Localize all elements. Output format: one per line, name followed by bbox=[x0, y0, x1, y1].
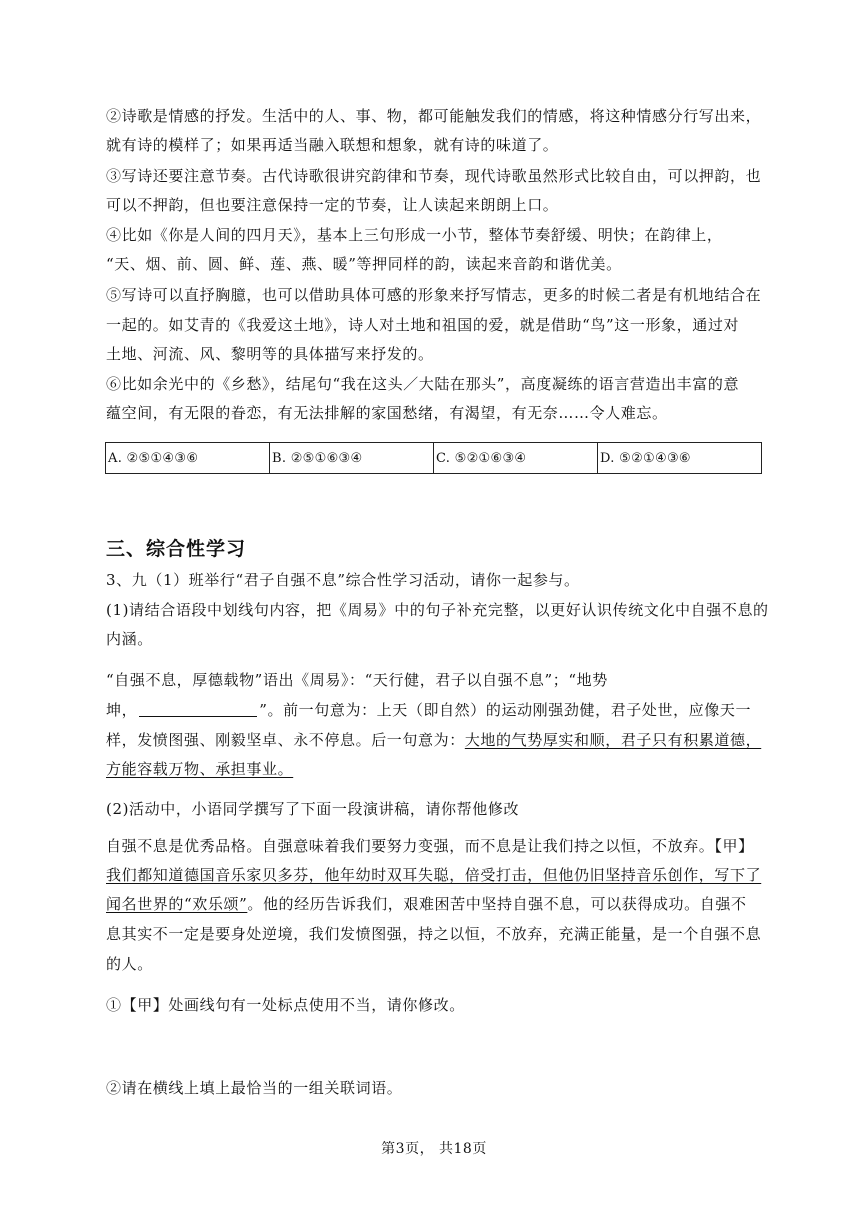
option-b[interactable]: B. ②⑤①⑥③④ bbox=[270, 443, 434, 473]
underlined-sentence: 闻名世界的“欢乐颂” bbox=[106, 895, 248, 913]
answer-options-table bbox=[105, 442, 762, 474]
speech-line: 自强不息是优秀品格。自强意味着我们要努力变强，而不息是让我们持之以恒，不放弃。【甲】 bbox=[106, 837, 754, 855]
quote-line bbox=[106, 730, 761, 750]
text-line: ②诗歌是情感的抒发。生活中的人、事、物，都可能触发我们的情感，将这种情感分行写出来， bbox=[106, 107, 762, 125]
text-line: 蕴空间，有无限的眷恋，有无法排解的家国愁绪，有渴望，有无奈……令人难忘。 bbox=[106, 404, 668, 422]
task-1: ①【甲】处画线句有一处标点使用不当，请你修改。 bbox=[106, 996, 465, 1014]
text-line: ④比如《你是人间的四月天》，基本上三句形成一小节，整体节奏舒缓、明快；在韵律上， bbox=[106, 226, 723, 244]
text-line: “天、烟、前、圆、鲜、莲、燕、暖”等押同样的韵，读起来音韵和谐优美。 bbox=[106, 255, 622, 273]
option-a[interactable]: A. ②⑤①④③⑥ bbox=[106, 443, 270, 473]
text-line: 就有诗的模样了；如果再适当融入联想和想象，就有诗的味道了。 bbox=[106, 136, 559, 154]
quote-line bbox=[106, 700, 751, 720]
text-line: 可以不押韵，但也要注意保持一定的节奏，让人读起来朗朗上口。 bbox=[106, 196, 559, 214]
option-d[interactable]: D. ⑤②①④③⑥ bbox=[600, 450, 691, 466]
quote-text: 坤， bbox=[106, 701, 138, 719]
speech-line bbox=[106, 894, 747, 914]
quote-text: ”。前一句意为：上天（即自然）的运动刚强劲健，君子处世，应像天一 bbox=[259, 701, 752, 719]
question-intro: 3、九（1）班举行“君子自强不息”综合性学习活动，请你一起参与。 bbox=[106, 571, 580, 589]
quote-text: 样，发愤图强、刚毅坚卓、永不停息。后一句意为： bbox=[106, 731, 465, 749]
text-line: 土地、河流、风、黎明等的具体描写来抒发的。 bbox=[106, 345, 434, 363]
speech-underlined-line: 我们都知道德国音乐家贝多芬，他年幼时双耳失聪，倍受打击，但他仍旧坚持音乐创作，写下了 bbox=[106, 866, 762, 884]
quote-line: “自强不息，厚德载物”语出《周易》：“天行健，君子以自强不息”；“地势 bbox=[106, 671, 608, 689]
task-2: ②请在横线上填上最恰当的一组关联词语。 bbox=[106, 1079, 403, 1097]
section-title: 三、综合性学习 bbox=[106, 538, 247, 560]
option-c[interactable]: C. ⑤②①⑥③④ bbox=[434, 443, 598, 473]
text-line: 一起的。如艾青的《我爱这土地》，诗人对土地和祖国的爱，就是借助“鸟”这一形象，通过对 bbox=[106, 316, 740, 334]
speech-line: 息其实不一定是要身处逆境，我们发愤图强，持之以恒，不放弃，充满正能量，是一个自强不息 bbox=[106, 925, 762, 943]
text-line: ③写诗还要注意节奏。古代诗歌很讲究韵律和节奏，现代诗歌虽然形式比较自由，可以押韵，也 bbox=[106, 167, 762, 185]
page-number: 第3页， 共18页 bbox=[381, 1141, 487, 1157]
speech-line: 的人。 bbox=[106, 955, 153, 973]
text-line: ⑤写诗可以直抒胸臆，也可以借助具体可感的形象来抒写情志，更多的时候二者是有机地结合在 bbox=[106, 286, 762, 304]
subquestion-1: (1)请结合语段中划线句内容，把《周易》中的句子补充完整，以更好认识传统文化中自强不息的 bbox=[106, 601, 769, 619]
underlined-sentence: 方能容载万物、承担事业。 bbox=[106, 760, 294, 778]
underlined-sentence: 大地的气势厚实和顺，君子只有积累道德， bbox=[464, 731, 762, 749]
speech-text: 。他的经历告诉我们，艰难困苦中坚持自强不息，可以获得成功。自强不 bbox=[247, 895, 747, 913]
subquestion-1-cont: 内涵。 bbox=[106, 630, 153, 648]
fill-blank[interactable] bbox=[139, 701, 257, 717]
text-line: ⑥比如余光中的《乡愁》，结尾句“我在这头／大陆在那头”，高度凝练的语言营造出丰富的意 bbox=[106, 375, 740, 393]
subquestion-2: (2)活动中，小语同学撰写了下面一段演讲稿，请你帮他修改 bbox=[106, 800, 520, 818]
